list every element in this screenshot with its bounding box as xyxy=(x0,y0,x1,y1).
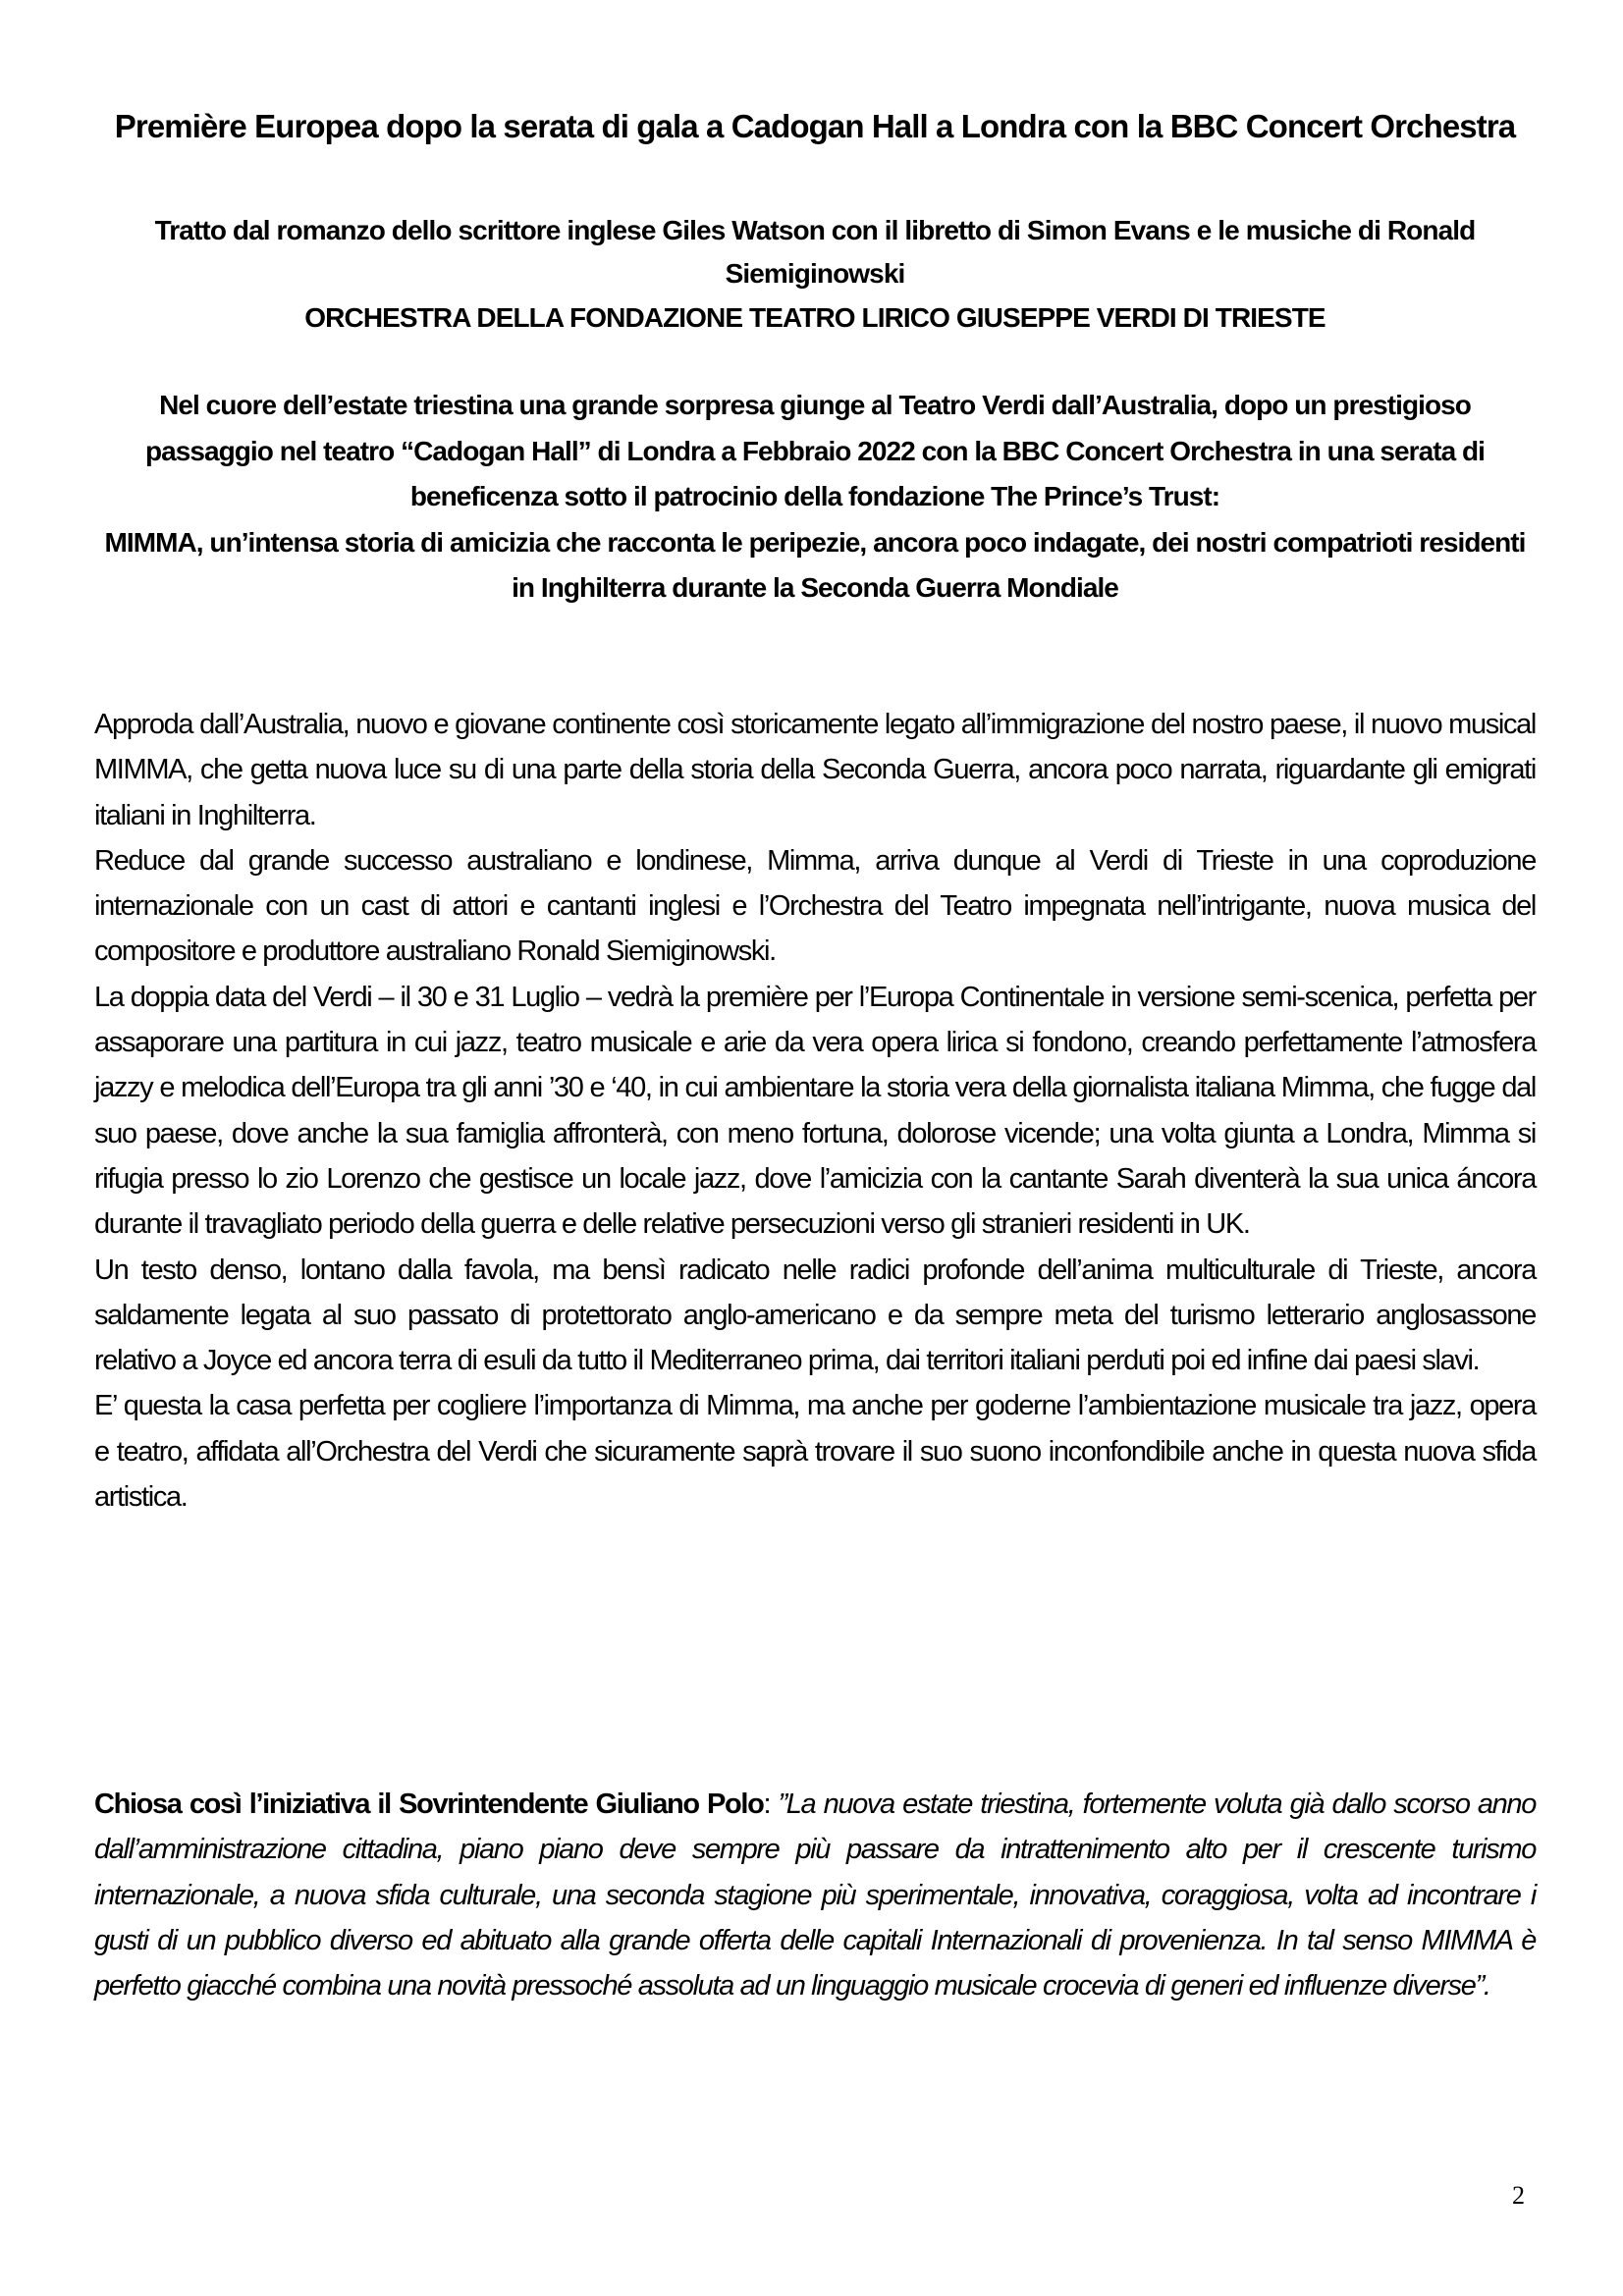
lead-tagline: MIMMA, un’intensa storia di amicizia che racconta le peripezie, ancora poco indagate, dei nostri compatrioti residenti in Inghilterra durante la Seconda Guerra Mondiale xyxy=(104,526,1526,603)
orchestra-heading: ORCHESTRA DELLA FONDAZIONE TEATRO LIRICO GIUSEPPE VERDI DI TRIESTE xyxy=(304,302,1325,333)
paragraph: La doppia data del Verdi – il 30 e 31 Luglio – vedrà la première per l’Europa Continentale in versione semi-scenica, perfetta per assaporare una partitura in cui jazz, teatro musicale e arie da vera opera lirica si fondono, creando perfettamente l’atmosfera jazzy e melodica dell’Europa tra gli anni ’30 e ‘40, in cui ambientare la storia vera della giornalista italiana Mimma, che fugge dal suo paese, dove anche la sua famiglia affronterà, con meno fortuna, dolorose vicende; una volta giunta a Londra, Mimma si rifugia presso lo zio Lorenzo che gestisce un locale jazz, dove l’amicizia con la cantante Sarah diventerà la sua unica áncora durante il travagliato periodo della guerra e delle relative persecuzioni verso gli stranieri residenti in UK. xyxy=(94,981,1536,1241)
quote-separator: : xyxy=(763,1789,779,1820)
quote-text: ”La nuova estate triestina, fortemente voluta già dallo scorso anno dall’amministrazione cittadina, piano piano deve sempre più passare da intrattenimento alto per il crescente turismo internazionale, a nuova sfida culturale, una seconda stagione più sperimentale, innovativa, coraggiosa, volta ad incontrare i gusti di un pubblico diverso ed abituato alla grande offerta delle capitali Internazionali di provenienza. In tal senso MIMMA è perfetto giacché combina una novità pressoché assoluta ad un linguaggio musicale crocevia di generi ed influenze diverse”. xyxy=(94,1789,1536,2002)
superintendent-quote xyxy=(94,1782,1536,2008)
document-subtitle: Tratto dal romanzo dello scrittore inglese Giles Watson con il libretto di Simon Evans e le musiche di Ronald Siemiginowski xyxy=(154,215,1476,289)
body-paragraphs xyxy=(94,702,1536,1520)
lead-block xyxy=(98,383,1532,612)
document-title: Première Europea dopo la serata di gala a Cadogan Hall a Londra con la BBC Concert Orchestra xyxy=(114,108,1516,144)
paragraph: Approda dall’Australia, nuovo e giovane continente così storicamente legato all’immigrazione del nostro paese, il nuovo musical MIMMA, che getta nuova luce su di una parte della storia della Seconda Guerra, ancora poco narrata, riguardante gli emigrati italiani in Inghilterra. xyxy=(94,709,1536,831)
lead-intro: Nel cuore dell’estate triestina una grande sorpresa giunge al Teatro Verdi dall’Australia, dopo un prestigioso passaggio nel teatro “Cadogan Hall” di Londra a Febbraio 2022 con la BBC Concert Orchestra in una serata di beneficenza sotto il patrocinio della fondazione The Prince’s Trust: xyxy=(144,390,1486,511)
paragraph: Un testo denso, lontano dalla favola, ma bensì radicato nelle radici profonde dell’anima multiculturale di Trieste, ancora saldamente legata al suo passato di protettorato anglo-americano e da sempre meta del turismo letterario anglosassone relativo a Joyce ed ancora terra di esuli da tutto il Mediterraneo prima, dai territori italiani perduti poi ed infine dai paesi slavi. xyxy=(94,1254,1536,1377)
paragraph: E’ questa la casa perfetta per cogliere l’importanza di Mimma, ma anche per goderne l’ambientazione musicale tra jazz, opera e teatro, affidata all’Orchestra del Verdi che sicuramente saprà trovare il suo suono inconfondibile anche in questa nuova sfida artistica. xyxy=(94,1390,1536,1514)
paragraph: Reduce dal grande successo australiano e londinese, Mimma, arriva dunque al Verdi di Trieste in una coproduzione internazionale con un cast di attori e cantanti inglesi e l’Orchestra del Teatro impegnata nell’intrigante, nuova musica del compositore e produttore australiano Ronald Siemiginowski. xyxy=(94,844,1536,968)
quote-attribution: Chiosa così l’iniziativa il Sovrintendente Giuliano Polo xyxy=(94,1789,764,1820)
page-number: 2 xyxy=(1512,2181,1525,2210)
